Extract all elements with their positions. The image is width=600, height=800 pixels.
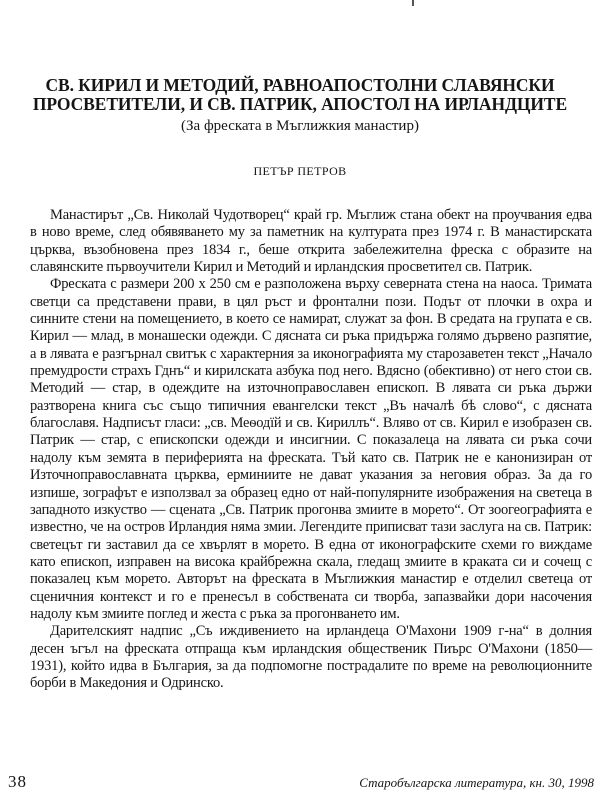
journal-reference: Старобългарска литература, кн. 30, 1998 bbox=[359, 775, 594, 790]
article-subtitle: (За фреската в Мъглижкия манастир) bbox=[181, 118, 419, 134]
paragraph-intro: Манастирът „Св. Николай Чудотворец“ край гр. Мъглиж стана обект на проучвания едва в ново време, след обявяването му за паметник на културата през 1974 г. В манастирската църква, възобновена през 1834 г., беше открита забележителна фреска с образите на славянските първоучители Кирил и Методий и ирландския просветител св. Патрик. bbox=[30, 207, 592, 276]
scan-mark bbox=[412, 0, 414, 6]
article-author: ПЕТЪР ПЕТРОВ bbox=[253, 164, 347, 178]
article-body bbox=[30, 207, 592, 693]
paragraph-fresco-description: Фреската с размери 200 х 250 см е разположена върху северната стена на наоса. Тримата светци са представени прави, в цял ръст и фронтални пози. Подът от плочки в охра и синните стени на помещението, в което се намират, служат за фон. В средата на групата е св. Кирил — млад, в монашески одежди. С дясната си ръка придържа голямо дървено разпятие, а в лявата е разгърнал свитък с характерния за иконографията му старозаветен текст „Начало премудрости страхъ Гднъ“ и кирилската азбука под него. Вдясно (обективно) от него стои св. Методий — стар, в одеждите на източноправославен епископ. В лявата си ръка държи разтворена книга със също типичния евангелски текст „Въ началѣ бѣ слово“, с дясната благославя. Надписът гласи: „св. Меѳодїй и св. Кириллъ“. Вляво от св. Кирил е изобразен св. Патрик — стар, с епископски одежди и инсигнии. С показалеца на лявата си ръка сочи надолу към земята в периферията на фреската. Тъй като св. Патрик не е канонизиран от Източноправославната църква, ерминиите не дават указания за неговия образ. За да го изпише, зографът е използвал за образец едно от най-популярните изображения на светеца в западното изкуство — сцената „Св. Патрик прогонва змиите в морето“. От зоогеографията е известно, че на остров Ирландия няма змии. Легендите приписват тази заслуга на св. Патрик: светецът ги заставил да се хвърлят в морето. В една от иконографските схеми го виждаме като епископ, изправен на висока крайбрежна скала, гледащ змиите в краката си и сочещ с показалец към морето. Авторът на фреската в Мъглижкия манастир е отделил светеца от сценичния контекст и го е пренесъл в собствената си творба, запазвайки дори насочения надолу към змиите поглед и жеста с ръка за прогонването им. bbox=[30, 276, 592, 622]
article-title: СВ. КИРИЛ И МЕТОДИЙ, РАВНОАПОСТОЛНИ СЛАВЯНСКИ ПРОСВЕТИТЕЛИ, И СВ. ПАТРИК, АПОСТОЛ НА ИРЛАНДЦИТЕ bbox=[32, 75, 568, 114]
page-number: 38 bbox=[8, 772, 27, 791]
paragraph-donor-inscription: Дарителският надпис „Съ иждивението на ирландеца О'Махони 1909 г-на“ в долния десен ъгъл на фреската отпраща към ирландския общественик Пиърс О'Махони (1850—1931), който идва в България, за да подпомогне пострадалите по време на революционните борби в Македония и Одринско. bbox=[30, 623, 592, 692]
